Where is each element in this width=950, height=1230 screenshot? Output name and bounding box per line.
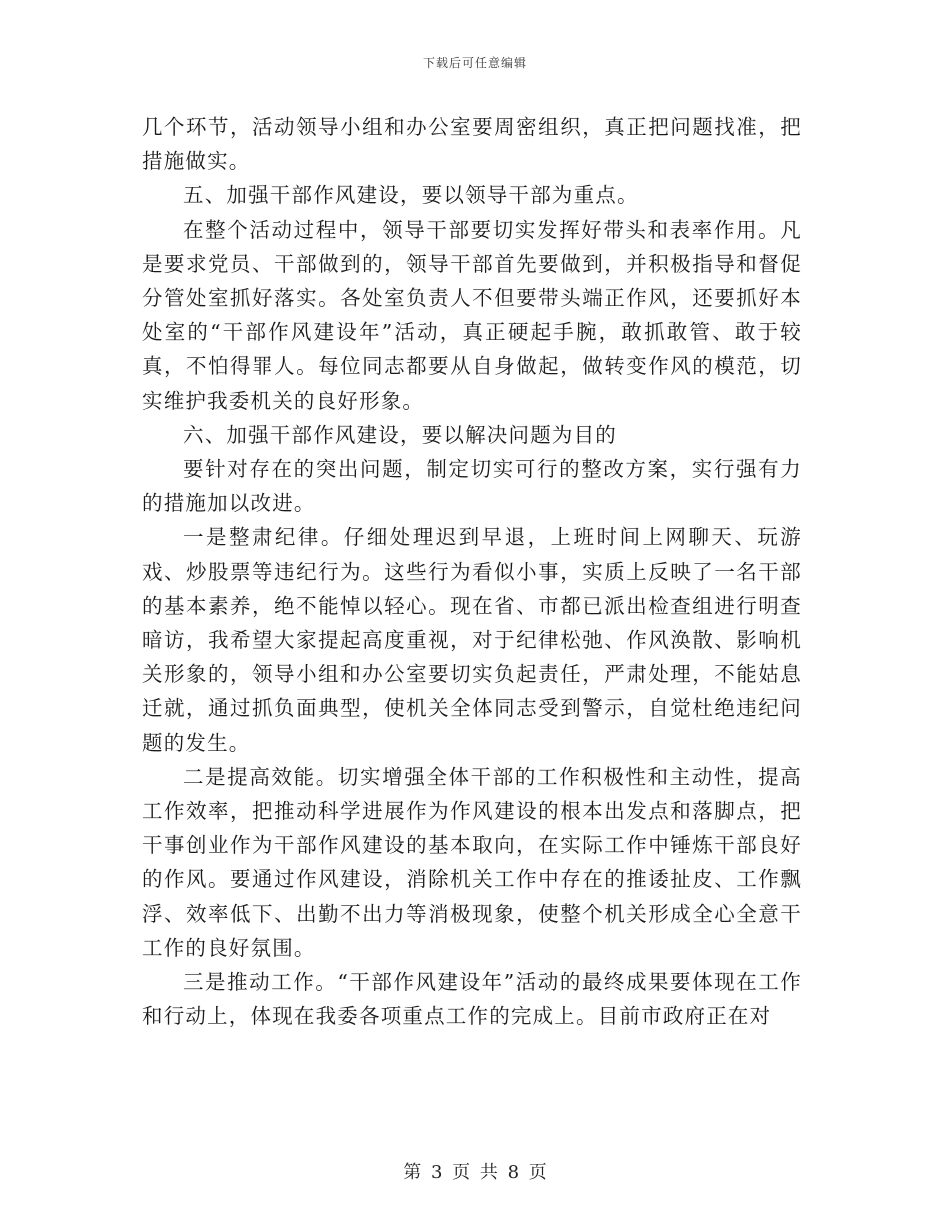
page-footer: 第 3 页 共 8 页	[403, 1162, 547, 1183]
section-heading-five: 五、加强干部作风建设，要以领导干部为重点。	[183, 183, 639, 208]
paragraph: 要针对存在的突出问题，制定切实可行的整改方案，实行强有力的措施加以改进。	[142, 457, 802, 516]
paragraph: 三是推动工作。“干部作风建设年”活动的最终成果要体现在工作和行动上，体现在我委各项重点工作的完成上。目前市政府正在对	[142, 970, 802, 1029]
paragraph: 二是提高效能。切实增强全体干部的工作积极性和主动性，提高工作效率，把推动科学进展作为作风建设的根本出发点和落脚点，把干事创业作为干部作风建设的基本取向，在实际工作中锤炼干部良好的作风。要通过作风建设，消除机关工作中存在的推诿扯皮、工作飘浮、效率低下、出勤不出力等消极现象，使整个机关形成全心全意干工作的良好氛围。	[142, 764, 802, 960]
paragraph: 在整个活动过程中，领导干部要切实发挥好带头和表率作用。凡是要求党员、干部做到的，领导干部首先要做到，并积极指导和督促分管处室抓好落实。各处室负责人不但要带头端正作风，还要抓好本处室的“干部作风建设年”活动，真正硬起手腕，敢抓敢管、敢于较真，不怕得罪人。每位同志都要从自身做起，做转变作风的模范，切实维护我委机关的良好形象。	[142, 217, 802, 413]
paragraph: 一是整肃纪律。仔细处理迟到早退，上班时间上网聊天、玩游戏、炒股票等违纪行为。这些行为看似小事，实质上反映了一名干部的基本素养，绝不能悼以轻心。现在省、市都已派出检查组进行明查暗访，我希望大家提起高度重视，对于纪律松弛、作风涣散、影响机关形象的，领导小组和办公室要切实负起责任，严肃处理，不能姑息迁就，通过抓负面典型，使机关全体同志受到警示，自觉杜绝违纪问题的发生。	[142, 525, 802, 755]
section-heading-six: 六、加强干部作风建设，要以解决问题为目的	[183, 422, 617, 447]
page-header: 下载后可任意编辑	[422, 56, 527, 70]
document-body	[142, 110, 802, 1033]
paragraph: 几个环节，活动领导小组和办公室要周密组织，真正把问题找准，把措施做实。	[142, 115, 802, 174]
